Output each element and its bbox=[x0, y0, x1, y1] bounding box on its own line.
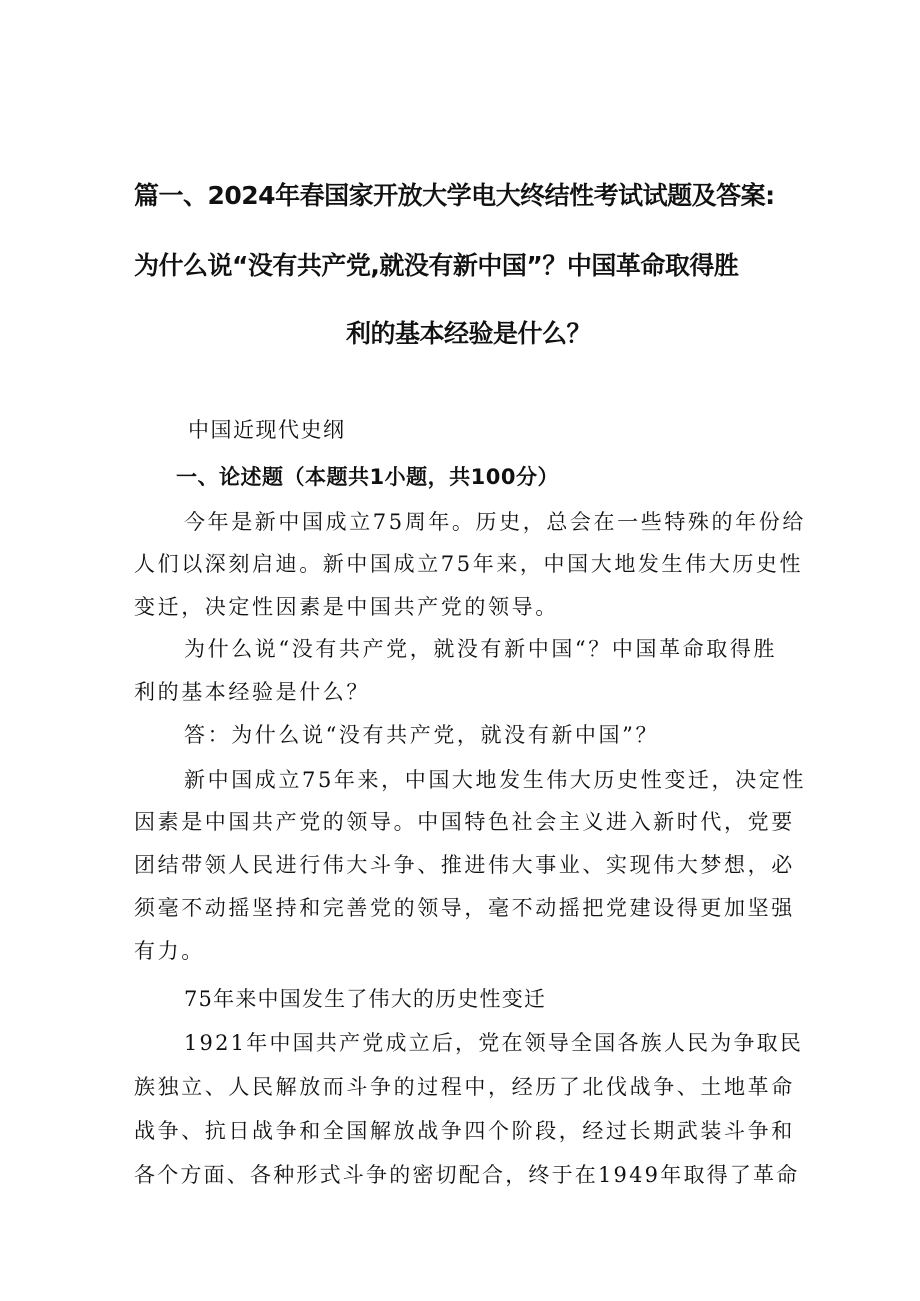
paragraph-line: 为什么说“没有共产党，就没有新中国“？中国革命取得胜 bbox=[184, 637, 778, 661]
subject-label: 中国近现代史纲 bbox=[188, 418, 346, 442]
answer-heading: 答：为什么说“没有共产党，就没有新中国”？ bbox=[184, 723, 660, 747]
paragraph-line: 须毫不动摇坚持和完善党的领导，毫不动摇把党建设得更加坚强 bbox=[134, 896, 795, 920]
section-heading: 一、论述题（本题共1小题，共100分） bbox=[176, 465, 559, 489]
paragraph-line: 变迁，决定性因素是中国共产党的领导。 bbox=[134, 595, 559, 619]
paragraph-line: 今年是新中国成立75周年。历史，总会在一些特殊的年份给 bbox=[184, 510, 806, 534]
paragraph-line: 新中国成立75年来，中国大地发生伟大历史性变迁，决定性 bbox=[184, 768, 806, 792]
subheading: 75年来中国发生了伟大的历史性变迁 bbox=[184, 987, 547, 1011]
paragraph-line: 1921年中国共产党成立后，党在领导全国各族人民为争取民 bbox=[184, 1031, 804, 1055]
paragraph-line: 团结带领人民进行伟大斗争、推进伟大事业、实现伟大梦想，必 bbox=[134, 853, 795, 877]
paragraph-line: 因素是中国共产党的领导。中国特色社会主义进入新时代，党要 bbox=[134, 810, 795, 834]
paragraph-line: 战争、抗日战争和全国解放战争四个阶段，经过长期武装斗争和 bbox=[134, 1119, 795, 1143]
paragraph-line: 人们以深刻启迪。新中国成立75年来，中国大地发生伟大历史性 bbox=[134, 552, 804, 576]
paragraph-line: 各个方面、各种形式斗争的密切配合，终于在1949年取得了革命 bbox=[134, 1163, 800, 1187]
title-line-2: 为什么说“没有共产党,就没有新中国”？中国革命取得胜 bbox=[134, 251, 739, 280]
paragraph-line: 有力。 bbox=[134, 939, 205, 963]
paragraph-line: 利的基本经验是什么？ bbox=[134, 680, 370, 704]
paragraph-line: 族独立、人民解放而斗争的过程中，经历了北伐战争、土地革命 bbox=[134, 1075, 795, 1099]
title-line-3: 利的基本经验是什么？ bbox=[346, 319, 592, 348]
title-line-1: 篇一、2024年春国家开放大学电大终结性考试试题及答案: bbox=[134, 181, 775, 210]
